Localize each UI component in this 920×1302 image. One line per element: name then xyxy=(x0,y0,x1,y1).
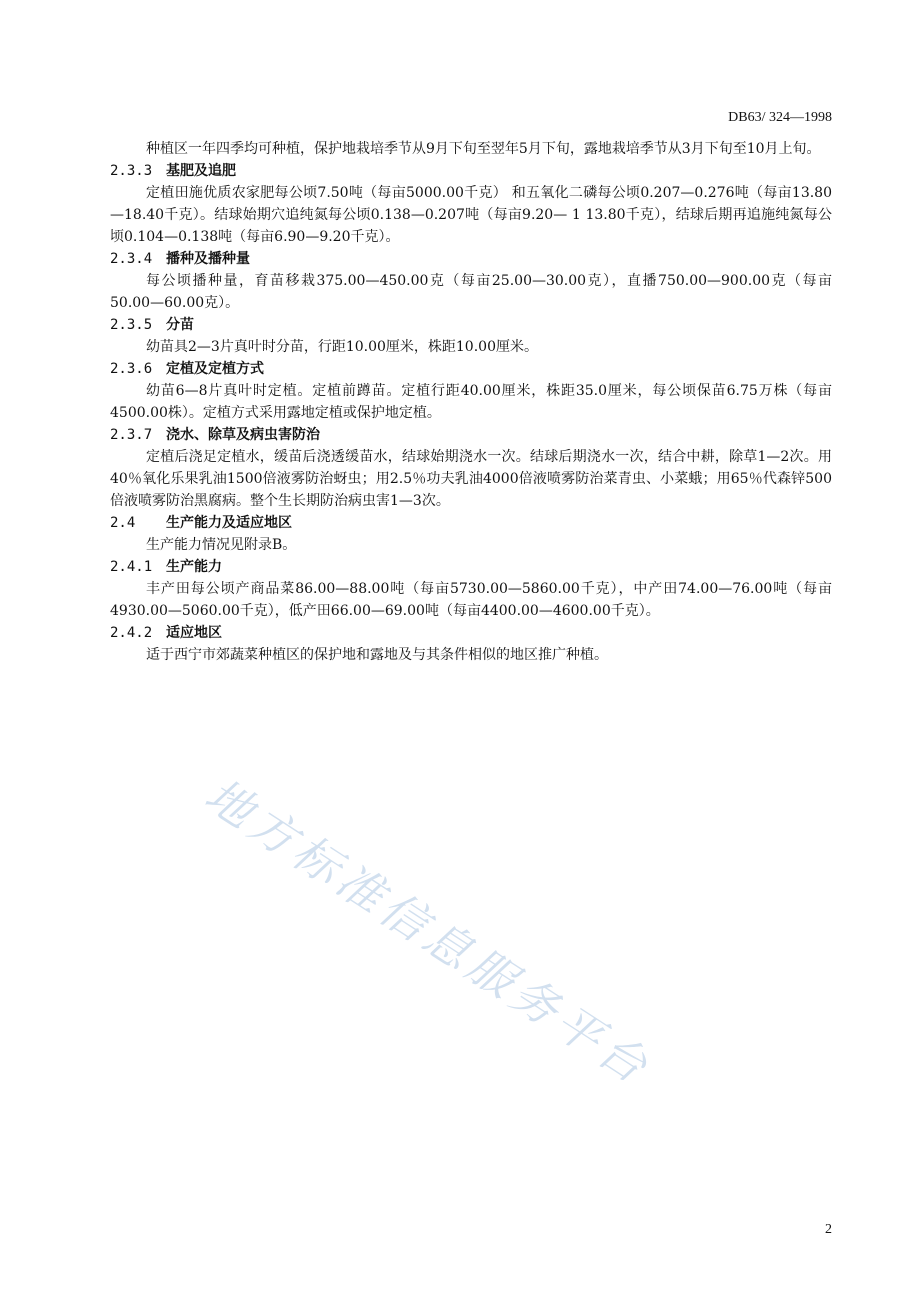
section-number: 2.4.1 xyxy=(110,559,153,575)
section-title: 浇水、除草及病虫害防治 xyxy=(166,427,320,443)
section-heading xyxy=(110,512,832,534)
section-heading xyxy=(110,622,832,644)
section-number: 2.3.4 xyxy=(110,251,153,267)
section-heading xyxy=(110,424,832,446)
section-number: 2.3.5 xyxy=(110,317,153,333)
paragraph: 定植后浇足定植水，缓苗后浇透缓苗水，结球始期浇水一次。结球后期浇水一次，结合中耕，除草1—2次。用40％氧化乐果乳油1500倍液雾防治蚜虫；用2.5％功夫乳油4000倍液喷雾防治菜青虫、小菜蛾；用65％代森锌500倍液喷雾防治黑腐病。整个生长期防治病虫害1—3次。 xyxy=(110,449,832,509)
paragraph: 幼苗6—8片真叶时定植。定植前蹲苗。定植行距40.00厘米，株距35.0厘米，每公顷保苗6.75万株（每亩4500.00株）。定植方式采用露地定植或保护地定植。 xyxy=(110,383,832,421)
section-number: 2.4.2 xyxy=(110,625,153,641)
section-title: 分苗 xyxy=(166,317,194,333)
paragraph: 生产能力情况见附录B。 xyxy=(146,537,297,553)
section-title: 适应地区 xyxy=(166,625,222,641)
paragraph: 丰产田每公顷产商品菜86.00—88.00吨（每亩5730.00—5860.00千克），中产田74.00—76.00吨（每亩4930.00—5060.00千克），低产田66.00—69.00吨（每亩4400.00—4600.00千克）。 xyxy=(110,581,832,619)
section-number: 2.4 xyxy=(110,515,136,531)
paragraph: 幼苗具2—3片真叶时分苗，行距10.00厘米，株距10.00厘米。 xyxy=(146,339,538,355)
paragraph: 种植区一年四季均可种植，保护地栽培季节从9月下旬至翌年5月下旬，露地栽培季节从3月下旬至10月上旬。 xyxy=(146,141,821,157)
section-number: 2.3.6 xyxy=(110,361,153,377)
section-title: 生产能力及适应地区 xyxy=(166,515,292,531)
section-number: 2.3.3 xyxy=(110,163,153,179)
section-title: 生产能力 xyxy=(166,559,222,575)
document-code: DB63/ 324—1998 xyxy=(728,110,832,125)
document-body xyxy=(110,138,832,666)
section-title: 播种及播种量 xyxy=(166,251,250,267)
paragraph: 每公顷播种量，育苗移栽375.00—450.00克（每亩25.00—30.00克），直播750.00—900.00克（每亩50.00—60.00克）。 xyxy=(110,273,832,311)
section-title: 基肥及追肥 xyxy=(166,163,236,179)
page-number: 2 xyxy=(825,1222,832,1237)
watermark: 地方标准信息服务平台 xyxy=(195,767,662,1097)
section-heading xyxy=(110,556,832,578)
section-heading xyxy=(110,160,832,182)
section-title: 定植及定植方式 xyxy=(166,361,264,377)
paragraph: 适于西宁市郊蔬菜种植区的保护地和露地及与其条件相似的地区推广种植。 xyxy=(146,647,608,663)
section-heading xyxy=(110,248,832,270)
section-heading xyxy=(110,314,832,336)
paragraph: 定植田施优质农家肥每公顷7.50吨（每亩5000.00千克） 和五氧化二磷每公顷0.207—0.276吨（每亩13.80—18.40千克）。结球始期穴追纯氮每公顷0.138—0.207吨（每亩9.20— 1 13.80千克），结球后期再追施纯氮每公顷0.104—0.138吨（每亩6.90—9.20千克）。 xyxy=(110,185,832,245)
section-number: 2.3.7 xyxy=(110,427,153,443)
section-heading xyxy=(110,358,832,380)
